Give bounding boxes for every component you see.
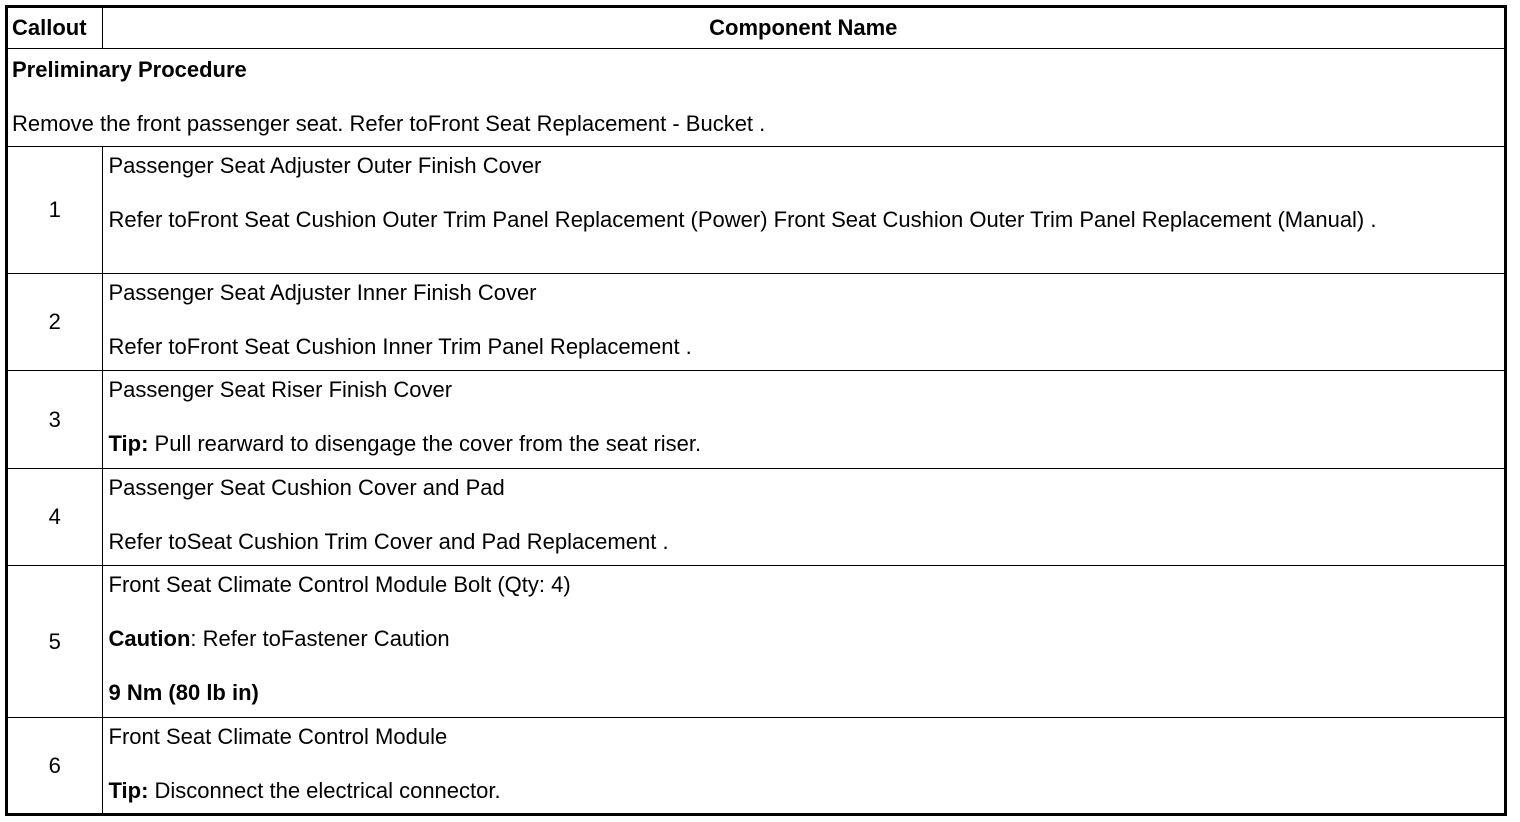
preliminary-text: Remove the front passenger seat. Refer toFront Seat Replacement - Bucket . <box>12 111 766 136</box>
callout-number: 4 <box>8 469 102 566</box>
callout-number: 2 <box>8 274 102 371</box>
table-row <box>8 147 1504 274</box>
tip-label: Tip: <box>108 431 149 456</box>
component-cell <box>102 718 1504 814</box>
caution-line <box>109 626 1499 652</box>
table-row <box>8 718 1504 814</box>
tip-line <box>109 431 1499 457</box>
component-name: Front Seat Climate Control Module Bolt (Qty: 4) <box>108 572 571 597</box>
component-name: Front Seat Climate Control Module <box>108 724 448 749</box>
component-note: Refer toSeat Cushion Trim Cover and Pad Replacement . <box>108 529 669 554</box>
callout-number: 3 <box>8 371 102 469</box>
header-row <box>8 8 1504 49</box>
tip-line <box>109 778 1499 804</box>
caution-label: Caution <box>108 626 191 651</box>
table-row <box>8 566 1504 718</box>
preliminary-row <box>8 49 1504 147</box>
component-name: Passenger Seat Adjuster Outer Finish Cover <box>108 153 542 178</box>
callout-number: 6 <box>8 718 102 814</box>
component-name-header: Component Name <box>102 8 1504 49</box>
component-cell <box>102 566 1504 718</box>
preliminary-title: Preliminary Procedure <box>12 57 247 82</box>
callout-number: 1 <box>8 147 102 274</box>
component-table <box>8 8 1504 813</box>
tip-label: Tip: <box>108 778 149 803</box>
component-table-frame <box>5 5 1507 816</box>
callout-header: Callout <box>8 8 102 49</box>
table-row <box>8 469 1504 566</box>
table-row <box>8 371 1504 469</box>
component-cell <box>102 371 1504 469</box>
tip-text: Disconnect the electrical connector. <box>148 778 501 803</box>
component-name: Passenger Seat Riser Finish Cover <box>108 377 453 402</box>
torque-spec: 9 Nm (80 lb in) <box>108 680 259 705</box>
preliminary-cell <box>8 49 1504 147</box>
component-note: Refer toFront Seat Cushion Inner Trim Panel Replacement . <box>108 334 692 359</box>
component-cell <box>102 469 1504 566</box>
component-cell <box>102 147 1504 274</box>
component-name: Passenger Seat Adjuster Inner Finish Cover <box>108 280 537 305</box>
component-cell <box>102 274 1504 371</box>
component-note: Refer toFront Seat Cushion Outer Trim Panel Replacement (Power) Front Seat Cushion Outer Trim Panel Replacement (Manual) . <box>108 207 1377 232</box>
table-row <box>8 274 1504 371</box>
component-name: Passenger Seat Cushion Cover and Pad <box>108 475 505 500</box>
caution-text: : Refer toFastener Caution <box>190 626 450 651</box>
callout-number: 5 <box>8 566 102 718</box>
tip-text: Pull rearward to disengage the cover from the seat riser. <box>148 431 702 456</box>
